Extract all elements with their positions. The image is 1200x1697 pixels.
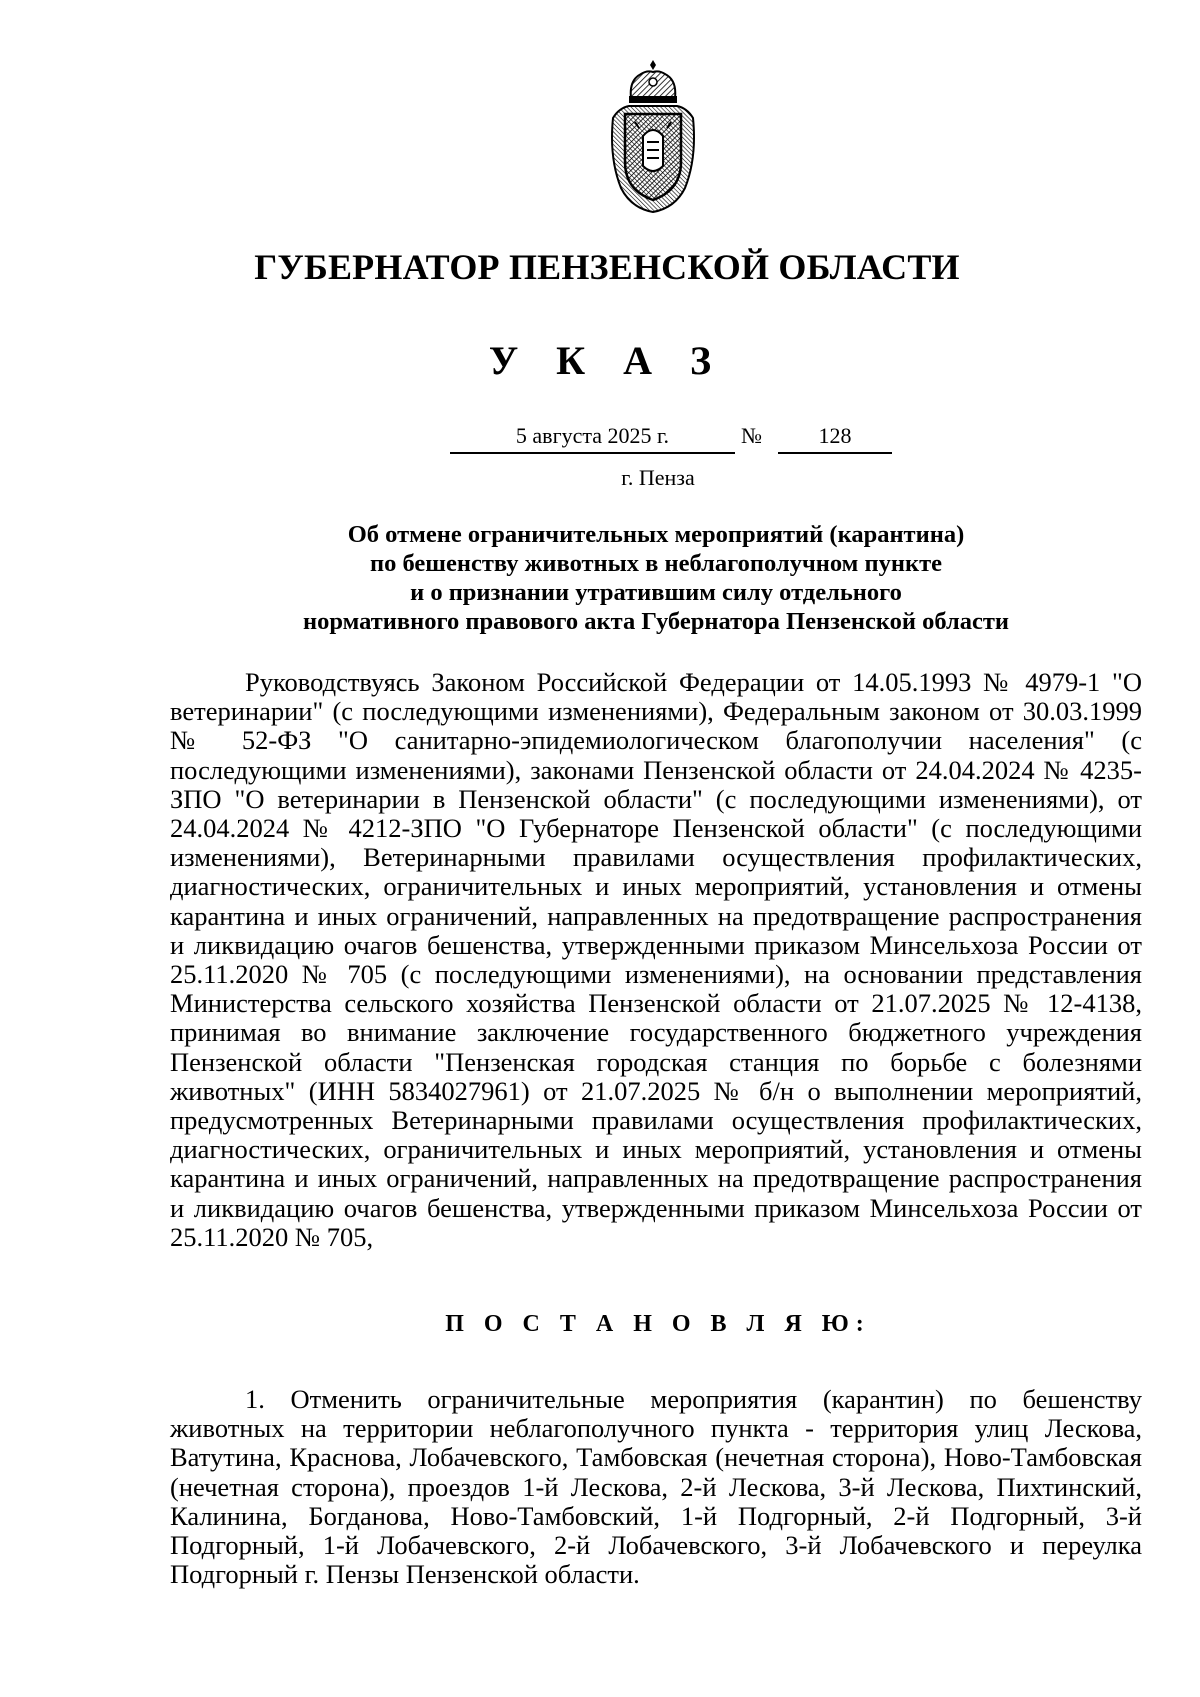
date-number-line [0,423,1200,463]
issue-city: г. Пенза [621,465,695,490]
title-line: и о признании утратившим силу отдельного [410,579,902,606]
preamble-paragraph: Руководствуясь Законом Российской Федерации от 14.05.1993 № 4979-1 "О ветеринарии" (с последующими изменениями), Федеральным законом от 30.03.1999 № 52-ФЗ "О санитарно-эпидемиологическом благополучии населения" (с последующими изменениями), законами Пензенской области от 24.04.2024 № 4235-ЗПО "О ветеринарии в Пензенской области" (с последующими изменениями), от 24.04.2024 № 4212-ЗПО "О Губернаторе Пензенской области" (с последующими изменениями), Ветеринарными правилами осуществления профилактических, диагностических, ограничительных и иных мероприятий, установления и отмены карантина и иных ограничений, направленных на предотвращение распространения и ликвидацию очагов бешенства, утвержденными приказом Минсельхоза России от 25.11.2020 № 705 (с последующими изменениями), на основании представления Министерства сельского хозяйства Пензенской области от 21.07.2025 № 12-4138, принимая во внимание заключение государственного бюджетного учреждения Пензенской области "Пензенская городская станция по борьбе с болезнями животных" (ИНН 5834027961) от 21.07.2025 № б/н о выполнении мероприятий, предусмотренных Ветеринарными правилами осуществления профилактических, диагностических, ограничительных и иных мероприятий, установления и отмены карантина и иных ограничений, направленных на предотвращение распространения и ликвидацию очагов бешенства, утвержденными приказом Минсельхоза России от 25.11.2020 № 705, [170,667,1142,1252]
decree-heading: П О С Т А Н О В Л Я Ю: [445,1311,871,1337]
number-sign: № [741,423,762,448]
number-underline [778,452,892,454]
document-number: 128 [818,423,852,448]
document-date: 5 августа 2025 г. [515,423,670,448]
coat-of-arms-icon [607,58,699,214]
issuing-authority: ГУБЕРНАТОР ПЕНЗЕНСКОЙ ОБЛАСТИ [254,247,960,287]
date-underline [450,452,735,454]
decree-item-1: 1. Отменить ограничительные мероприятия (карантин) по бешенству животных на территории неблагополучного пункта - территория улиц Лескова, Ватутина, Краснова, Лобачевского, Тамбовская (нечетная сторона), Ново-Тамбовская (нечетная сторона), проездов 1-й Лескова, 2-й Лескова, 3-й Лескова, Пихтинский, Калинина, Богданова, Ново-Тамбовский, 1-й Подгорный, 2-й Подгорный, 3-й Подгорный, 1-й Лобачевского, 2-й Лобачевского, 3-й Лобачевского и переулка Подгорный г. Пензы Пензенской области. [170,1384,1142,1590]
title-line: Об отмене ограничительных мероприятий (карантина) [347,521,965,548]
title-line: нормативного правового акта Губернатора Пензенской области [302,608,1010,635]
title-line: по бешенству животных в неблагополучном пункте [370,550,942,577]
document-title [170,520,1142,636]
document-type: У К А З [488,338,726,383]
